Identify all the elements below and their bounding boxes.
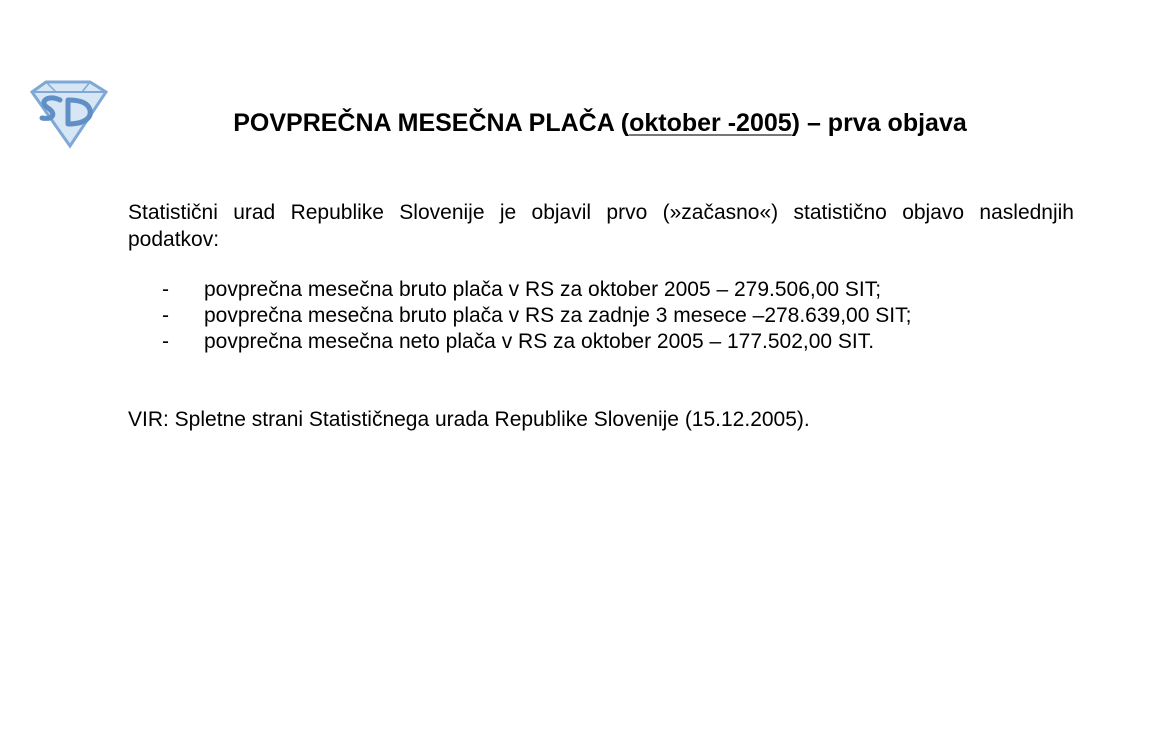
list-item-text: povprečna mesečna neto plača v RS za oktober 2005 – 177.502,00 SIT.	[204, 330, 875, 353]
bullet-dash: -	[162, 278, 169, 301]
list-item	[128, 303, 1074, 329]
intro-paragraph: Statistični urad Republike Slovenije je objavil prvo (»začasno«) statistično objavo naslednjih podatkov:	[128, 201, 1074, 251]
list-item-text: povprečna mesečna bruto plača v RS za zadnje 3 mesece –278.639,00 SIT;	[204, 304, 912, 327]
list-item	[128, 277, 1074, 303]
bullet-dash: -	[162, 304, 169, 327]
title-period: oktober -2005	[629, 109, 792, 137]
page-title	[0, 108, 1157, 138]
list-item	[128, 329, 1074, 355]
data-list	[128, 277, 1074, 355]
list-item-text: povprečna mesečna bruto plača v RS za oktober 2005 – 279.506,00 SIT;	[204, 278, 882, 301]
title-prefix: POVPREČNA MESEČNA PLAČA (	[233, 109, 630, 137]
title-suffix: ) – prva objava	[791, 109, 967, 137]
bullet-dash: -	[162, 330, 169, 353]
source-note: VIR: Spletne strani Statističnega urada Republike Slovenije (15.12.2005).	[128, 408, 810, 431]
